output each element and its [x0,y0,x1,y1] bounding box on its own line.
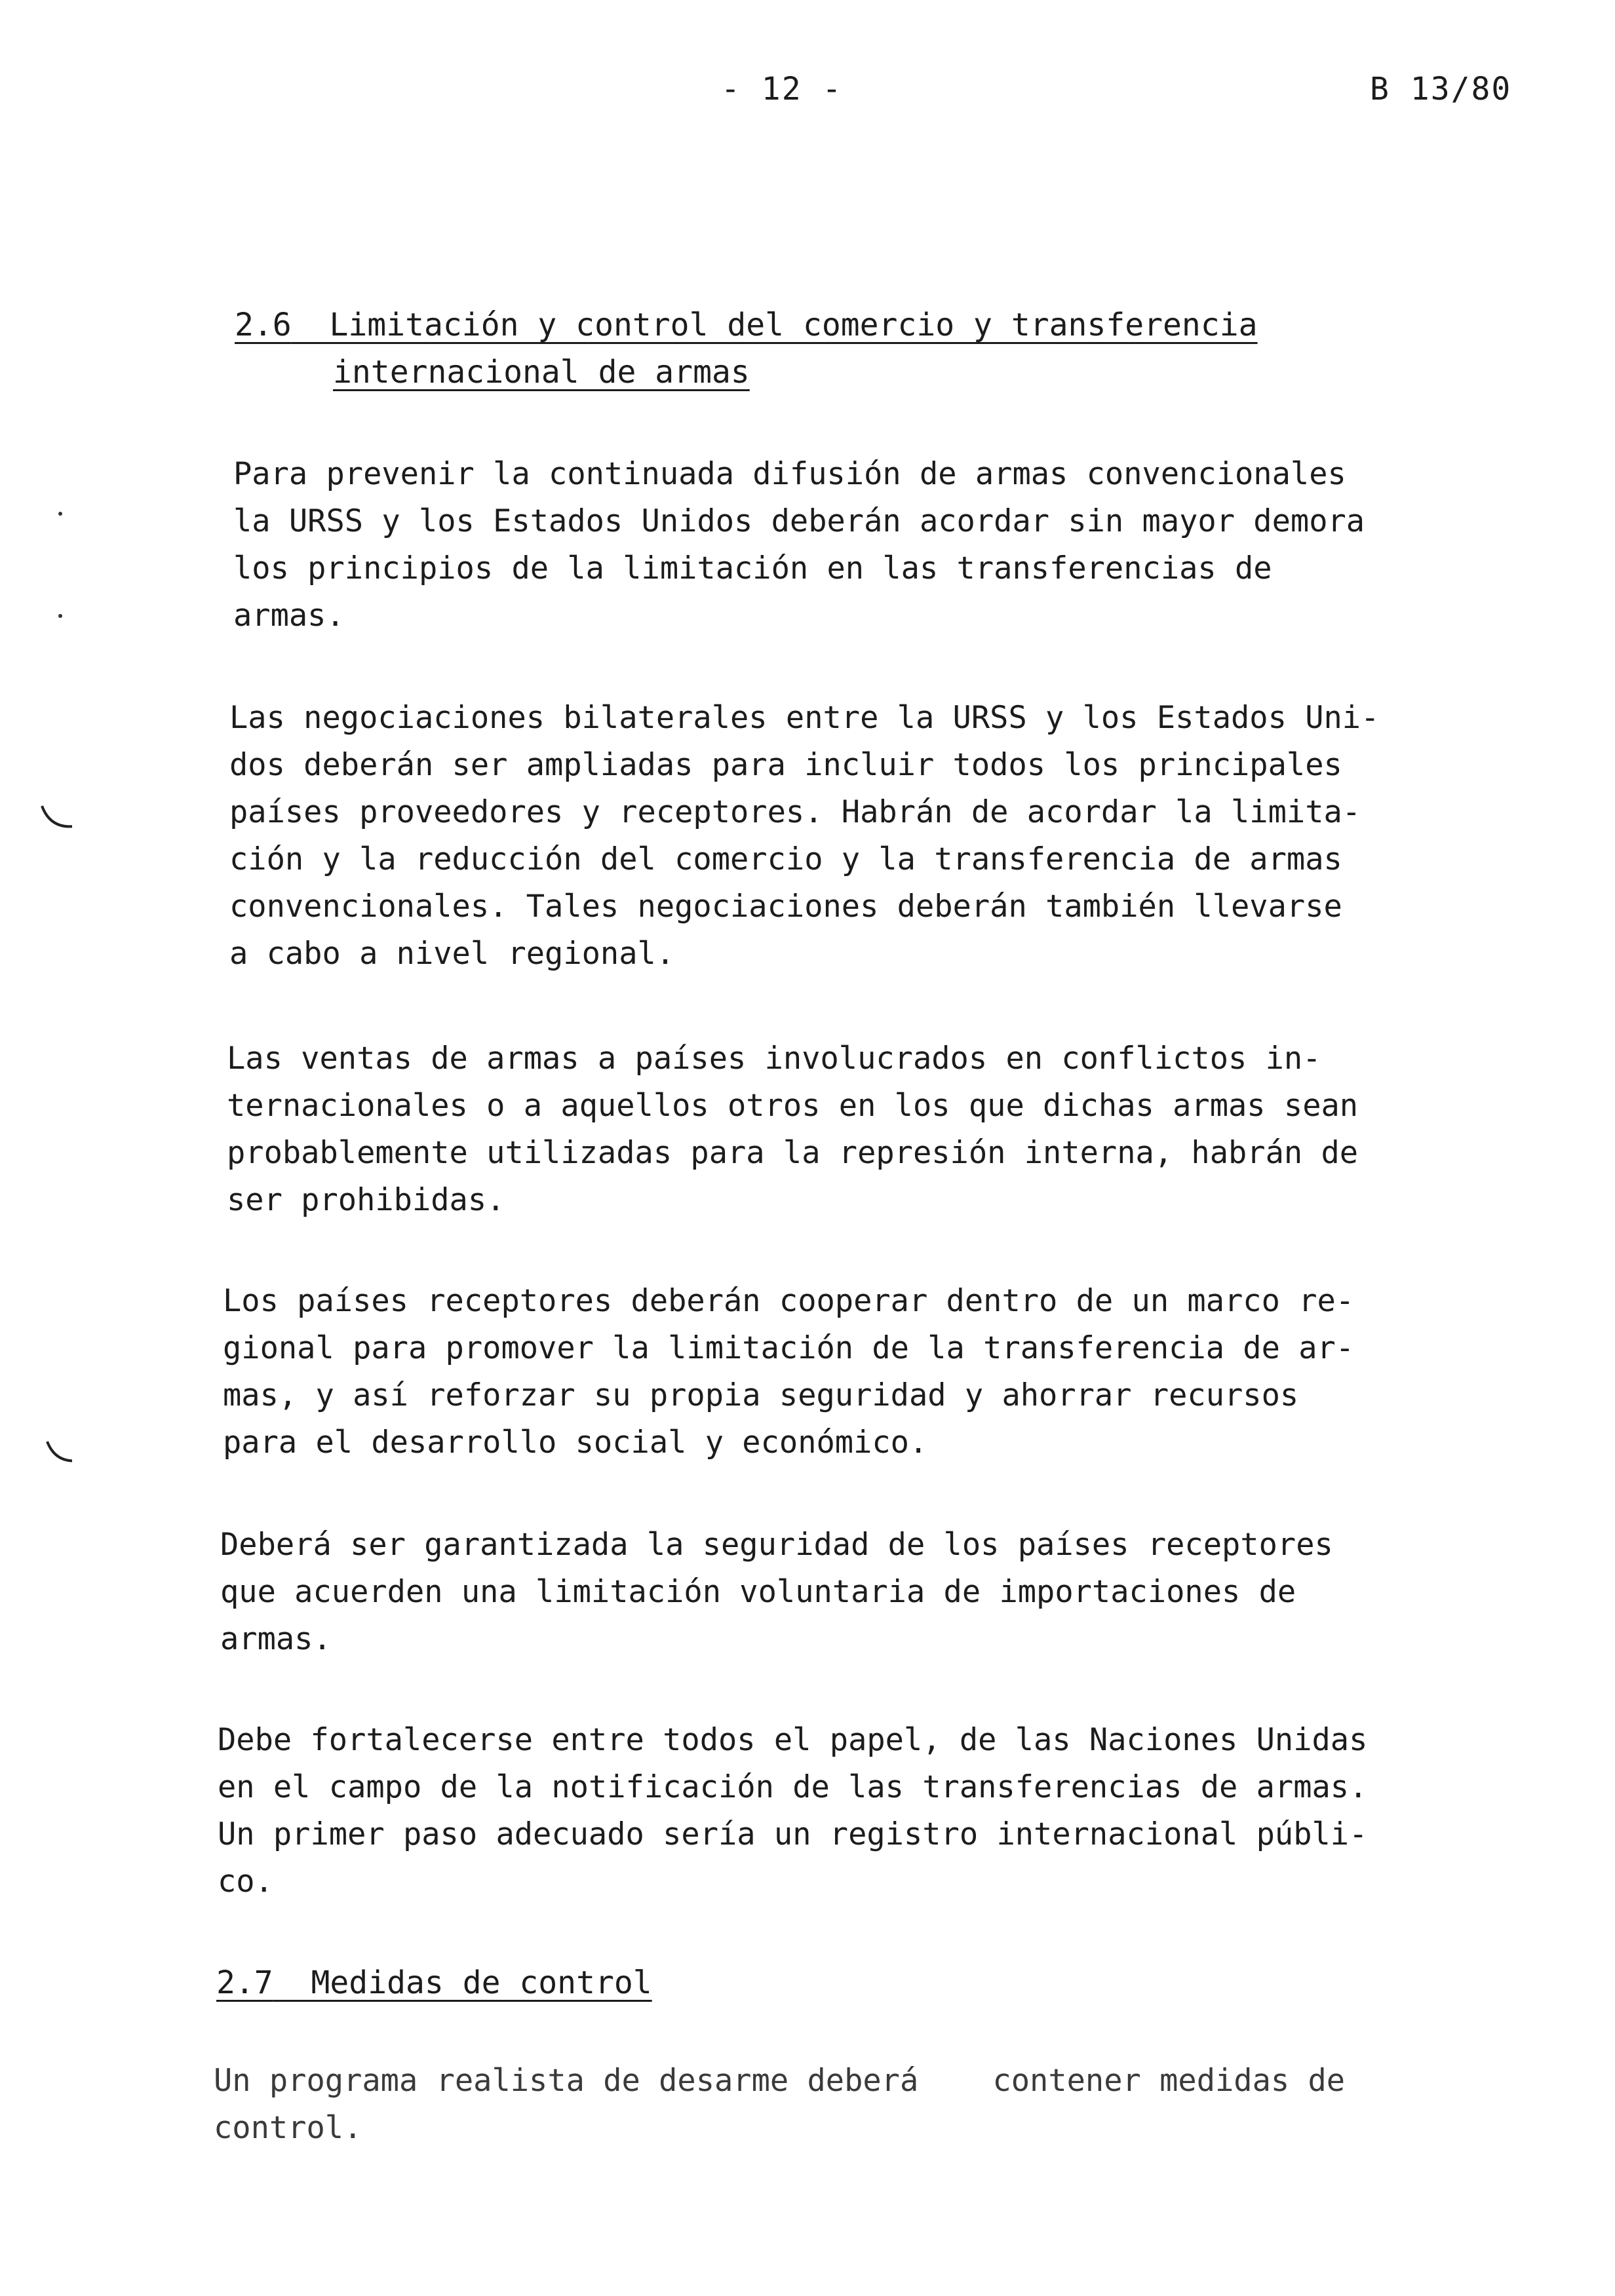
text-line: armas. [233,598,345,634]
text-line: probablemente utilizadas para la represión interna, habrán de [227,1135,1359,1171]
paragraph-4 [223,1278,1468,1466]
text-line: países proveedores y receptores. Habrán de acordar la limita- [229,794,1361,830]
text-line: convencionales. Tales negociaciones deberán también llevarse [229,889,1342,925]
text-line: Deberá ser garantizada la seguridad de los países receptores [220,1527,1333,1563]
text-line: armas. [220,1621,332,1657]
section-heading-2-7 [216,1959,652,2006]
text-line: ción y la reducción del comercio y la transferencia de armas [229,841,1342,877]
text-line: co. [218,1864,273,1900]
section-number: 2.7 [216,1964,273,2001]
section-title: Medidas de control [311,1964,652,2001]
text-line: control. [214,2110,362,2146]
text-line: mas, y así reforzar su propia seguridad y ahorrar recursos [223,1377,1299,1413]
text-line: Los países receptores deberán cooperar dentro de un marco re- [223,1283,1355,1319]
paragraph-5 [220,1521,1466,1663]
text-line: ternacionales o a aquellos otros en los que dichas armas sean [227,1088,1359,1124]
text-line: a cabo a nivel regional. [229,936,675,972]
section-title-line2: internacional de armas [333,354,750,391]
paragraph-6 [218,1717,1463,1905]
paragraph-final [214,2057,1459,2152]
text-line: la URSS y los Estados Unidos deberán acordar sin mayor demora [233,503,1365,539]
text-line: en el campo de la notificación de las transferencias de armas. [218,1769,1368,1805]
paragraph-2 [229,695,1475,978]
text-line: Un programa realista de desarme deberá contener medidas de [214,2063,1346,2099]
document-reference: B 13/80 [1370,71,1512,107]
paragraph-1 [233,451,1479,640]
section-heading-2-6 [235,301,1258,396]
text-line: Las negociaciones bilaterales entre la URSS y los Estados Uni- [229,700,1380,736]
section-number: 2.6 [235,307,292,343]
margin-scan-marks [33,498,72,1586]
text-line: Las ventas de armas a países involucrados en conflictos in- [227,1041,1321,1077]
text-line: para el desarrollo social y económico. [223,1425,928,1461]
text-line: los principios de la limitación en las transferencias de [233,550,1272,586]
section-title-line1: Limitación y control del comercio y transferencia [329,307,1258,343]
text-line: Debe fortalecerse entre todos el papel, de las Naciones Unidas [218,1722,1368,1758]
text-line: Para prevenir la continuada difusión de armas convencionales [233,456,1346,492]
text-line: dos deberán ser ampliadas para incluir todos los principales [229,747,1342,783]
text-line: que acuerden una limitación voluntaria de importaciones de [220,1574,1296,1610]
text-line: gional para promover la limitación de la transferencia de ar- [223,1330,1355,1366]
page-number: - 12 - [721,71,843,107]
text-line: Un primer paso adecuado sería un registro internacional públi- [218,1816,1368,1852]
text-line: ser prohibidas. [227,1182,505,1218]
paragraph-3 [227,1035,1472,1224]
